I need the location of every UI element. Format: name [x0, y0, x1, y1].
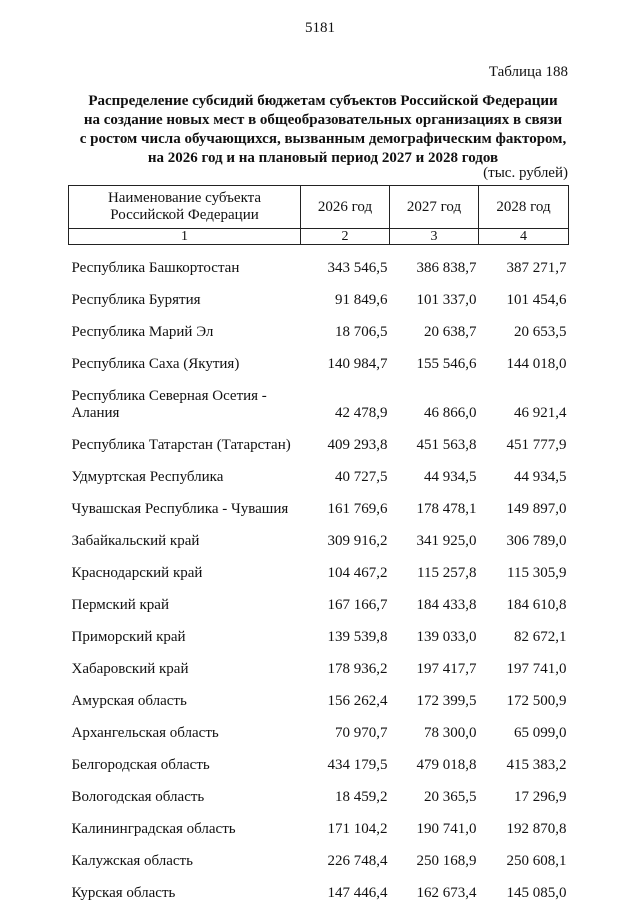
value-2026: 167 166,7	[327, 597, 388, 613]
region-name: Калининградская область	[71, 821, 236, 837]
value-2026: 226 748,4	[327, 853, 388, 869]
table-row	[69, 281, 569, 313]
header-2028: 2028 год	[479, 186, 569, 229]
value-2028: 17 296,9	[514, 789, 567, 805]
region-name: Амурская область	[71, 693, 187, 709]
page-number: 5181	[305, 20, 335, 36]
value-2027: 101 337,0	[416, 292, 477, 308]
column-number: 2	[301, 229, 390, 245]
table-row	[69, 810, 569, 842]
region-name: Республика Башкортостан	[71, 260, 240, 276]
header-2026: 2026 год	[301, 186, 390, 229]
table-row	[69, 618, 569, 650]
value-2026: 434 179,5	[327, 757, 388, 773]
value-2027: 451 563,8	[416, 437, 477, 453]
value-2026: 309 916,2	[327, 533, 388, 549]
value-2028: 415 383,2	[506, 757, 567, 773]
table-row	[69, 842, 569, 874]
table-row	[69, 245, 569, 282]
subsidy-table	[68, 185, 569, 906]
region-name: Архангельская область	[71, 725, 219, 741]
region-name: Вологодская область	[71, 789, 205, 805]
table-row	[69, 874, 569, 906]
table-row	[69, 313, 569, 345]
value-2028: 20 653,5	[514, 324, 567, 340]
title-line: Распределение субсидий бюджетам субъектов Российской Федерации	[88, 93, 558, 109]
region-name: Республика Татарстан (Татарстан)	[71, 437, 291, 453]
region-name-line: Республика Северная Осетия -	[71, 388, 267, 404]
value-2028: 144 018,0	[506, 356, 567, 372]
value-2026: 147 446,4	[327, 885, 388, 901]
title-line: с ростом числа обучающихся, вызванным демографическим фактором,	[79, 131, 567, 147]
document-title	[40, 92, 606, 168]
value-2028: 82 672,1	[514, 629, 567, 645]
value-2028: 250 608,1	[506, 853, 567, 869]
table-row	[69, 522, 569, 554]
value-2026: 178 936,2	[327, 661, 388, 677]
value-2028: 184 610,8	[506, 597, 567, 613]
title-line: на создание новых мест в общеобразовательных организациях в связи	[83, 112, 563, 128]
region-name: Приморский край	[71, 629, 186, 645]
region-name: Пермский край	[71, 597, 169, 613]
region-name: Хабаровский край	[71, 661, 189, 677]
value-2027: 479 018,8	[416, 757, 477, 773]
table-row	[69, 426, 569, 458]
value-2027: 162 673,4	[416, 885, 477, 901]
title-line: на 2026 год и на плановый период 2027 и 2028 годов	[147, 150, 499, 166]
value-2026: 91 849,6	[335, 292, 388, 308]
value-2027: 250 168,9	[416, 853, 477, 869]
region-name: Белгородская область	[71, 757, 210, 773]
column-number: 3	[390, 229, 479, 245]
value-2026: 42 478,9	[335, 405, 388, 421]
region-name: Калужская область	[71, 853, 193, 869]
header-row	[69, 186, 569, 229]
header-name-line: Наименование субъекта	[107, 190, 262, 206]
value-2028: 387 271,7	[506, 260, 567, 276]
value-2028: 46 921,4	[514, 405, 567, 421]
table-row	[69, 586, 569, 618]
value-2028: 451 777,9	[506, 437, 567, 453]
region-name: Республика Марий Эл	[71, 324, 214, 340]
value-2027: 155 546,6	[416, 356, 477, 372]
region-name: Курская область	[71, 885, 176, 901]
value-2026: 156 262,4	[327, 693, 388, 709]
value-2028: 101 454,6	[506, 292, 567, 308]
value-2027: 184 433,8	[416, 597, 477, 613]
region-name: Чувашская Республика - Чувашия	[71, 501, 289, 517]
value-2027: 178 478,1	[416, 501, 477, 517]
value-2027: 20 365,5	[424, 789, 477, 805]
region-name: Краснодарский край	[71, 565, 203, 581]
value-2026: 409 293,8	[327, 437, 388, 453]
column-number: 1	[69, 229, 301, 245]
table-row	[69, 682, 569, 714]
value-2027: 190 741,0	[416, 821, 477, 837]
region-name: Республика Бурятия	[71, 292, 201, 308]
column-number: 4	[479, 229, 569, 245]
column-number-row	[69, 229, 569, 245]
units-label: (тыс. рублей)	[483, 165, 568, 181]
header-region-name	[69, 186, 301, 229]
value-2028: 44 934,5	[514, 469, 567, 485]
value-2026: 140 984,7	[327, 356, 388, 372]
value-2027: 115 257,8	[417, 565, 477, 581]
region-name: Удмуртская Республика	[71, 469, 224, 485]
value-2026: 104 467,2	[327, 565, 388, 581]
value-2027: 386 838,7	[416, 260, 477, 276]
region-name	[69, 377, 301, 426]
table-row	[69, 377, 569, 426]
value-2028: 115 305,9	[507, 565, 567, 581]
value-2028: 306 789,0	[506, 533, 567, 549]
region-name-line: Алания	[71, 405, 120, 421]
header-2027: 2027 год	[390, 186, 479, 229]
value-2028: 172 500,9	[506, 693, 567, 709]
value-2027: 197 417,7	[416, 661, 477, 677]
value-2028: 65 099,0	[514, 725, 567, 741]
table-label: Таблица 188	[488, 64, 568, 80]
value-2026: 343 546,5	[327, 260, 388, 276]
table-row	[69, 714, 569, 746]
value-2027: 139 033,0	[416, 629, 477, 645]
value-2026: 70 970,7	[335, 725, 388, 741]
value-2027: 20 638,7	[424, 324, 477, 340]
header-name-line: Российской Федерации	[110, 207, 259, 223]
table-row	[69, 345, 569, 377]
value-2026: 18 459,2	[335, 789, 388, 805]
value-2026: 161 769,6	[327, 501, 388, 517]
value-2026: 139 539,8	[327, 629, 388, 645]
value-2028: 192 870,8	[506, 821, 567, 837]
value-2026: 171 104,2	[327, 821, 388, 837]
table-row	[69, 490, 569, 522]
value-2026: 40 727,5	[335, 469, 388, 485]
value-2026: 18 706,5	[335, 324, 388, 340]
table-row	[69, 554, 569, 586]
value-2027: 46 866,0	[424, 405, 477, 421]
value-2027: 172 399,5	[416, 693, 477, 709]
value-2027: 44 934,5	[424, 469, 477, 485]
table-row	[69, 458, 569, 490]
value-2028: 197 741,0	[506, 661, 567, 677]
value-2028: 145 085,0	[506, 885, 567, 901]
table-row	[69, 778, 569, 810]
region-name: Забайкальский край	[71, 533, 200, 549]
value-2027: 341 925,0	[416, 533, 477, 549]
value-2028: 149 897,0	[506, 501, 567, 517]
table-row	[69, 746, 569, 778]
value-2027: 78 300,0	[424, 725, 477, 741]
region-name: Республика Саха (Якутия)	[71, 356, 240, 372]
table-row	[69, 650, 569, 682]
